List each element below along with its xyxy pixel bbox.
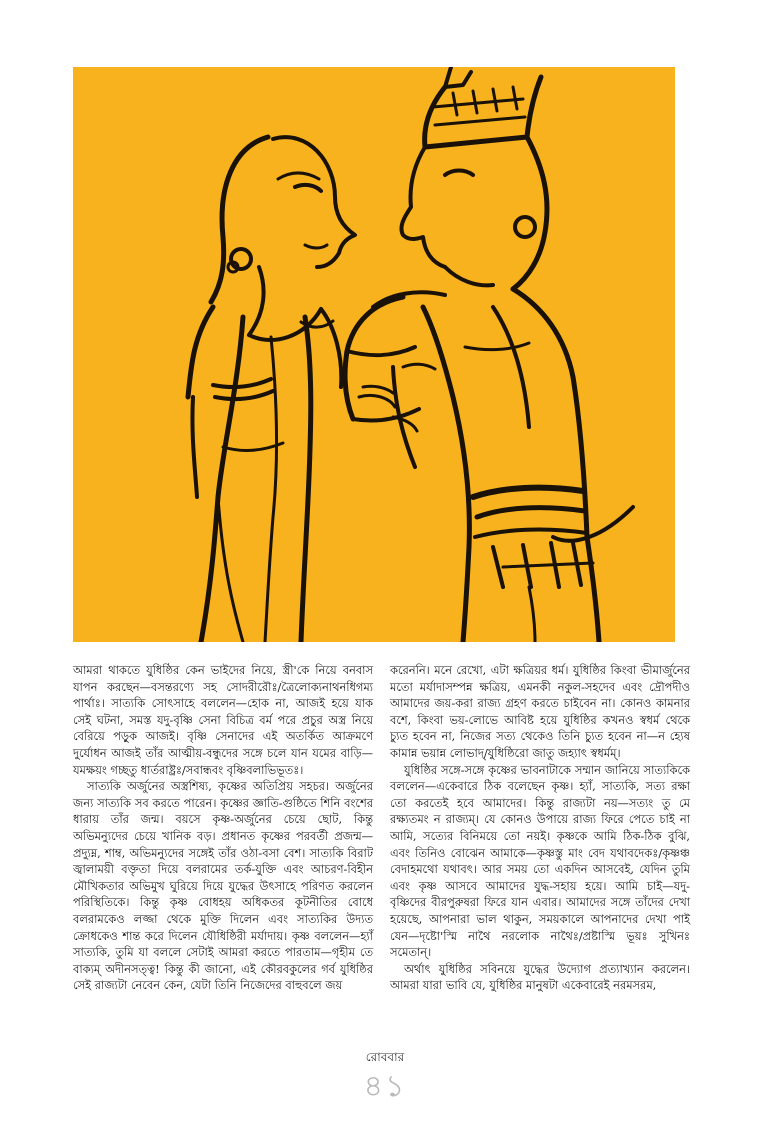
illustration bbox=[73, 67, 675, 642]
article-left-column bbox=[73, 662, 373, 994]
article-paragraph: করেননি। মনে রেখো, এটা ক্ষত্রিয়র ধর্ম। যুধিষ্ঠির কিংবা ভীমার্জুনের মতো মর্যাদাসম্পন্ন ক্ষত্রিয়, এমনকী নকুল-সহদেব এবং দ্রৌপদীও আমাদের জয়-করা রাজ্য গ্রহণ করতে চাইবেন না। কোনও কামনার বশে, কিংবা ভয়-লোভে আবিষ্ট হয়ে যুধিষ্ঠির কখনও স্বধর্ম থেকে চ্যুত হবেন না, নিজের সত্য থেকেও তিনি চ্যুত হবেন না—ন হ্যেষ কামান্ন ভয়ান্ন লোভাদ্/যুধিষ্ঠিরো জাতু জহ্যাৎ স্বধর্মম্। bbox=[390, 663, 690, 760]
article-paragraph: যুধিষ্ঠির সঙ্গে-সঙ্গে কৃষ্ণের ভাবনাটাকে সম্মান জানিয়ে সাত্যকিকে বললেন—একেবারে ঠিক বলেছেন কৃষ্ণ। হ্যাঁ, সাত্যকি, সত্য রক্ষা তো করতেই হবে আমাদের। কিন্তু রাজ্যটা নয়—সত্যং তু মে রক্ষ্যতমং ন রাজ্যম্। যে কোনও উপায়ে রাজ্য ফিরে পেতে চাই না আমি, সত্যের বিনিময়ে তো নয়ই। কৃষ্ণকে আমি ঠিক-ঠিক বুঝি, এবং তিনিও বোঝেন আমাকে—কৃষ্ণস্তু মাং বেদ যথাবদেকঃ/কৃষ্ণঞ্চ বেদাহমথো যথাবৎ। আর সময় তো একদিন আসবেই, যেদিন তুমি এবং কৃষ্ণ আসবে আমাদের যুদ্ধ-সহায় হয়ে। আমি চাই—যদু-বৃষ্ণিদের বীরপুরুষরা ফিরে যান এবার। আমাদের সঙ্গে তাঁদের দেখা হয়েছে, আপনারা ভাল থাকুন, সময়কালে আপনাদের দেখা পাই যেন—দৃষ্টো'স্মি নাথৈ নরলোক নাথৈঃ/প্রষ্টাস্মি ভূয়ঃ সুখিনঃ সমেতান্। bbox=[390, 762, 690, 960]
magazine-name: রোববার bbox=[365, 1050, 405, 1064]
two-figures-illustration-icon bbox=[73, 67, 675, 642]
article-paragraph: অর্থাৎ যুধিষ্ঠির সবিনয়ে যুদ্ধের উদ্যোগ প্রত্যাখ্যান করলেন। আমরা যারা ভাবি যে, যুধিষ্ঠির মানুষটা একেবারেই নরমসরম, bbox=[390, 961, 690, 993]
article-paragraph: আমরা থাকতে যুধিষ্ঠির কেন ভাইদের নিয়ে, স্ত্রী'কে নিয়ে বনবাস যাপন করছেন—বসন্তরণ্যে সহ সোদরীরৌঃ/ত্রৈলোক্যনাথনধিগম্য পার্থাঃ। সাত্যকি সোৎসাহে বললেন—হোক না, আজই হয়ে যাক সেই ঘটনা, সমস্ত যদু-বৃষ্ণি সেনা বিচিত্র বর্ম পরে প্রচুর অস্ত্র নিয়ে বেরিয়ে পড়ুক আজই। বৃষ্ণি সেনাদের এই অতর্কিত আক্রমণে দুর্যোধন আজই তাঁর আত্মীয়-বন্ধুদের সঙ্গে চলে যান যমের বাড়ি—যমক্ষয়ং গচ্ছতু ধার্তরাষ্ট্রঃ/সবান্ধবং বৃষ্ণিবলাভিভূতঃ। bbox=[73, 663, 373, 777]
article-right-column bbox=[390, 662, 690, 994]
article-paragraph: সাত্যকি অর্জুনের অস্ত্রশিষ্য, কৃষ্ণের অতিপ্রিয় সহচর। অর্জুনের জন্য সাত্যকি সব করতে পারেন। কৃষ্ণের জ্ঞাতি-গুষ্ঠিতে শিনি বংশের ধারায় তাঁর জন্ম। বয়সে কৃষ্ণ-অর্জুনের চেয়ে ছোট, কিন্তু অভিমন্যুদের চেয়ে খানিক বড়। প্রধানত কৃষ্ণের পরবর্তী প্রজন্ম—প্রদ্যুম্ন, শাম্ব, অভিমন্যুদের সঙ্গেই তাঁর ওঠা-বসা বেশ। সাত্যকি বিরাট জ্বালাময়ী বক্তৃতা দিয়ে বলরামের তর্ক-যুক্তি এবং আচরণ-বিহীন মৌখিকতার অভিমুখ ঘুরিয়ে দিয়ে যুদ্ধের উৎসাহে পরিণত করলেন পরিস্থিতিকে। কিন্তু কৃষ্ণ বোধহয় অধিকতর কূটনীতির বোধে বলরামকেও লজ্জা থেকে মুক্তি দিলেন এবং সাত্যকির উদ্যত ক্রোধকেও শান্ত করে দিলেন যৌধিষ্ঠিরী মর্যাদায়। কৃষ্ণ বললেন—হ্যাঁ সাত্যকি, তুমি যা বললে সেটাই আমরা করতে পারতাম—গৃহীম তে বাক্যম্ অদীনসত্ত্ব! কিন্তু কী জানো, এই কৌরবকুলের গর্ব যুধিষ্ঠির সেই রাজ্যটা নেবেন কেন, যেটা তিনি নিজেদের বাহুবলে জয় bbox=[73, 779, 373, 993]
page-number: ৪১ bbox=[363, 1069, 407, 1104]
